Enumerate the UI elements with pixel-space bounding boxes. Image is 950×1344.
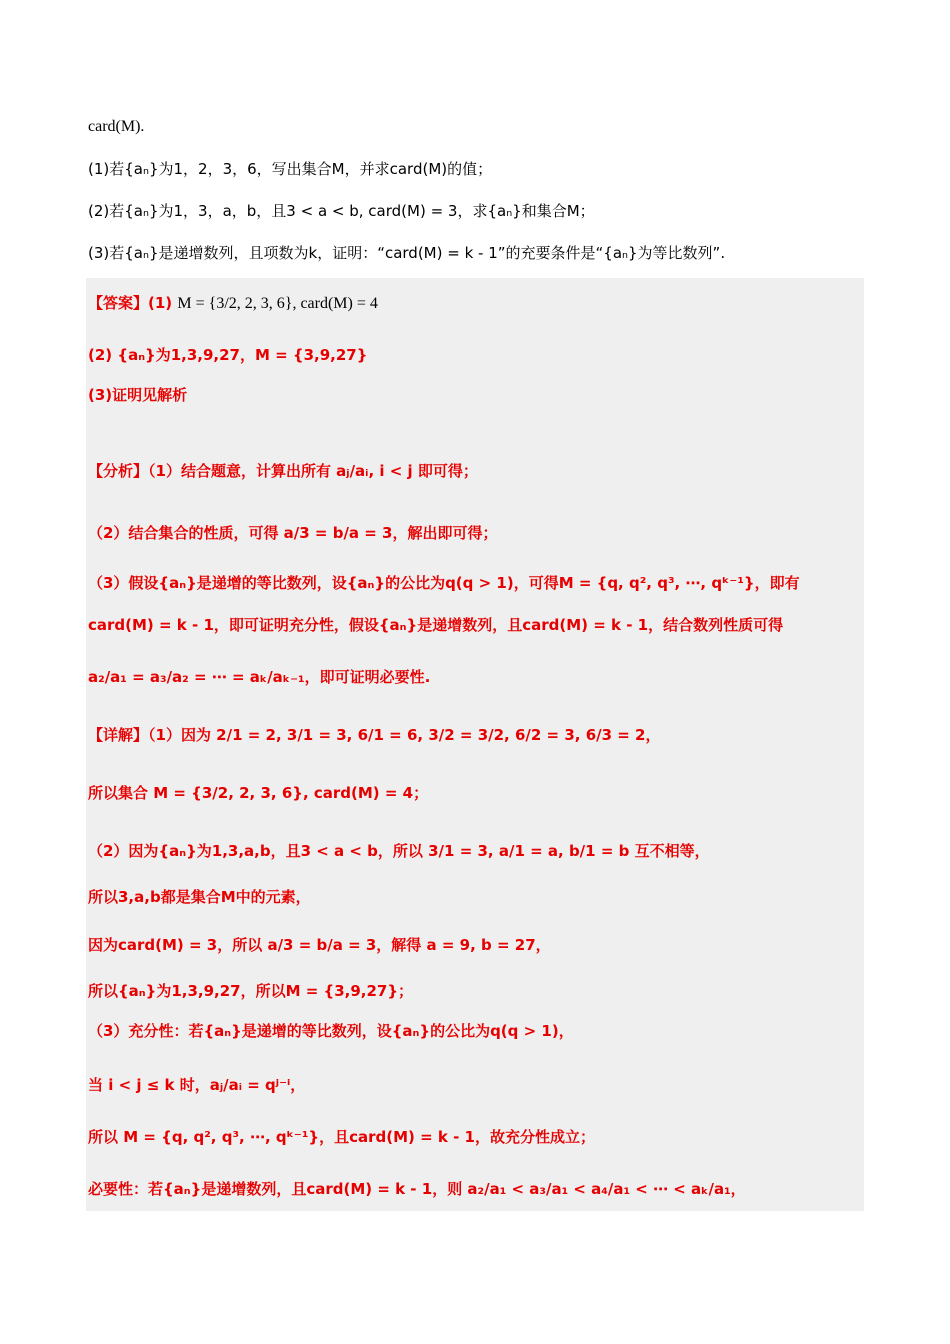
answer-1-math: M = {3/2, 2, 3, 6}, card(M) = 4 (177, 295, 378, 312)
detail-3: （2）因为{aₙ}为1,3,a,b，且3 < a < b，所以 3/1 = 3, a/1 = a, b/1 = b 互不相等， (88, 842, 710, 860)
detail-7: （3）充分性：若{aₙ}是递增的等比数列，设{aₙ}的公比为q(q > 1)， (88, 1022, 574, 1040)
analysis-3: （3）假设{aₙ}是递增的等比数列，设{aₙ}的公比为q(q > 1)，可得M = {q, q², q³, ⋯, qᵏ⁻¹}，即有 (88, 574, 800, 592)
detail-10: 必要性：若{aₙ}是递增数列，且card(M) = k - 1，则 a₂/a₁ < a₃/a₁ < a₄/a₁ < ⋯ < aₖ/a₁， (88, 1180, 746, 1198)
question-3: (3)若{aₙ}是递增数列，且项数为k，证明：“card(M) = k - 1”的充要条件是“{aₙ}为等比数列”. (88, 244, 726, 262)
analysis-2: （2）结合集合的性质，可得 a/3 = b/a = 3，解出即可得； (88, 524, 498, 542)
analysis-1: 【分析】（1）结合题意，计算出所有 aⱼ/aᵢ, i < j 即可得； (88, 462, 478, 480)
answer-2-text: {aₙ}为1,3,9,27，M = {3,9,27} (117, 346, 368, 364)
analysis-4: card(M) = k - 1，即可证明充分性，假设{aₙ}是递增数列，且card(M) = k - 1，结合数列性质可得 (88, 616, 784, 634)
detail-9: 所以 M = {q, q², q³, ⋯, qᵏ⁻¹}，且card(M) = k - 1，故充分性成立； (88, 1128, 595, 1146)
answer-2 (88, 344, 367, 366)
detail-2: 所以集合 M = {3/2, 2, 3, 6}, card(M) = 4； (88, 784, 429, 802)
problem-line0: card(M). (88, 118, 145, 135)
detail-4: 所以3,a,b都是集合M中的元素， (88, 888, 311, 906)
detail-5: 因为card(M) = 3，所以 a/3 = b/a = 3，解得 a = 9, b = 27， (88, 936, 551, 954)
detail-8: 当 i < j ≤ k 时，aⱼ/aᵢ = qʲ⁻ⁱ， (88, 1076, 306, 1094)
answer-1 (88, 292, 378, 315)
answer-1-label: 【答案】(1) (88, 294, 173, 312)
analysis-5: a₂/a₁ = a₃/a₂ = ⋯ = aₖ/aₖ₋₁，即可证明必要性. (88, 668, 431, 686)
question-1: (1)若{aₙ}为1，2，3，6，写出集合M，并求card(M)的值； (88, 160, 493, 178)
detail-6: 所以{aₙ}为1,3,9,27，所以M = {3,9,27}； (88, 982, 414, 1000)
question-2: (2)若{aₙ}为1，3，a，b，且3 < a < b, card(M) = 3，求{aₙ}和集合M； (88, 202, 595, 220)
detail-1: 【详解】（1）因为 2/1 = 2, 3/1 = 3, 6/1 = 6, 3/2 = 3/2, 6/2 = 3, 6/3 = 2， (88, 726, 661, 744)
answer-2-label: (2) (88, 346, 113, 364)
answer-3: (3)证明见解析 (88, 386, 188, 404)
